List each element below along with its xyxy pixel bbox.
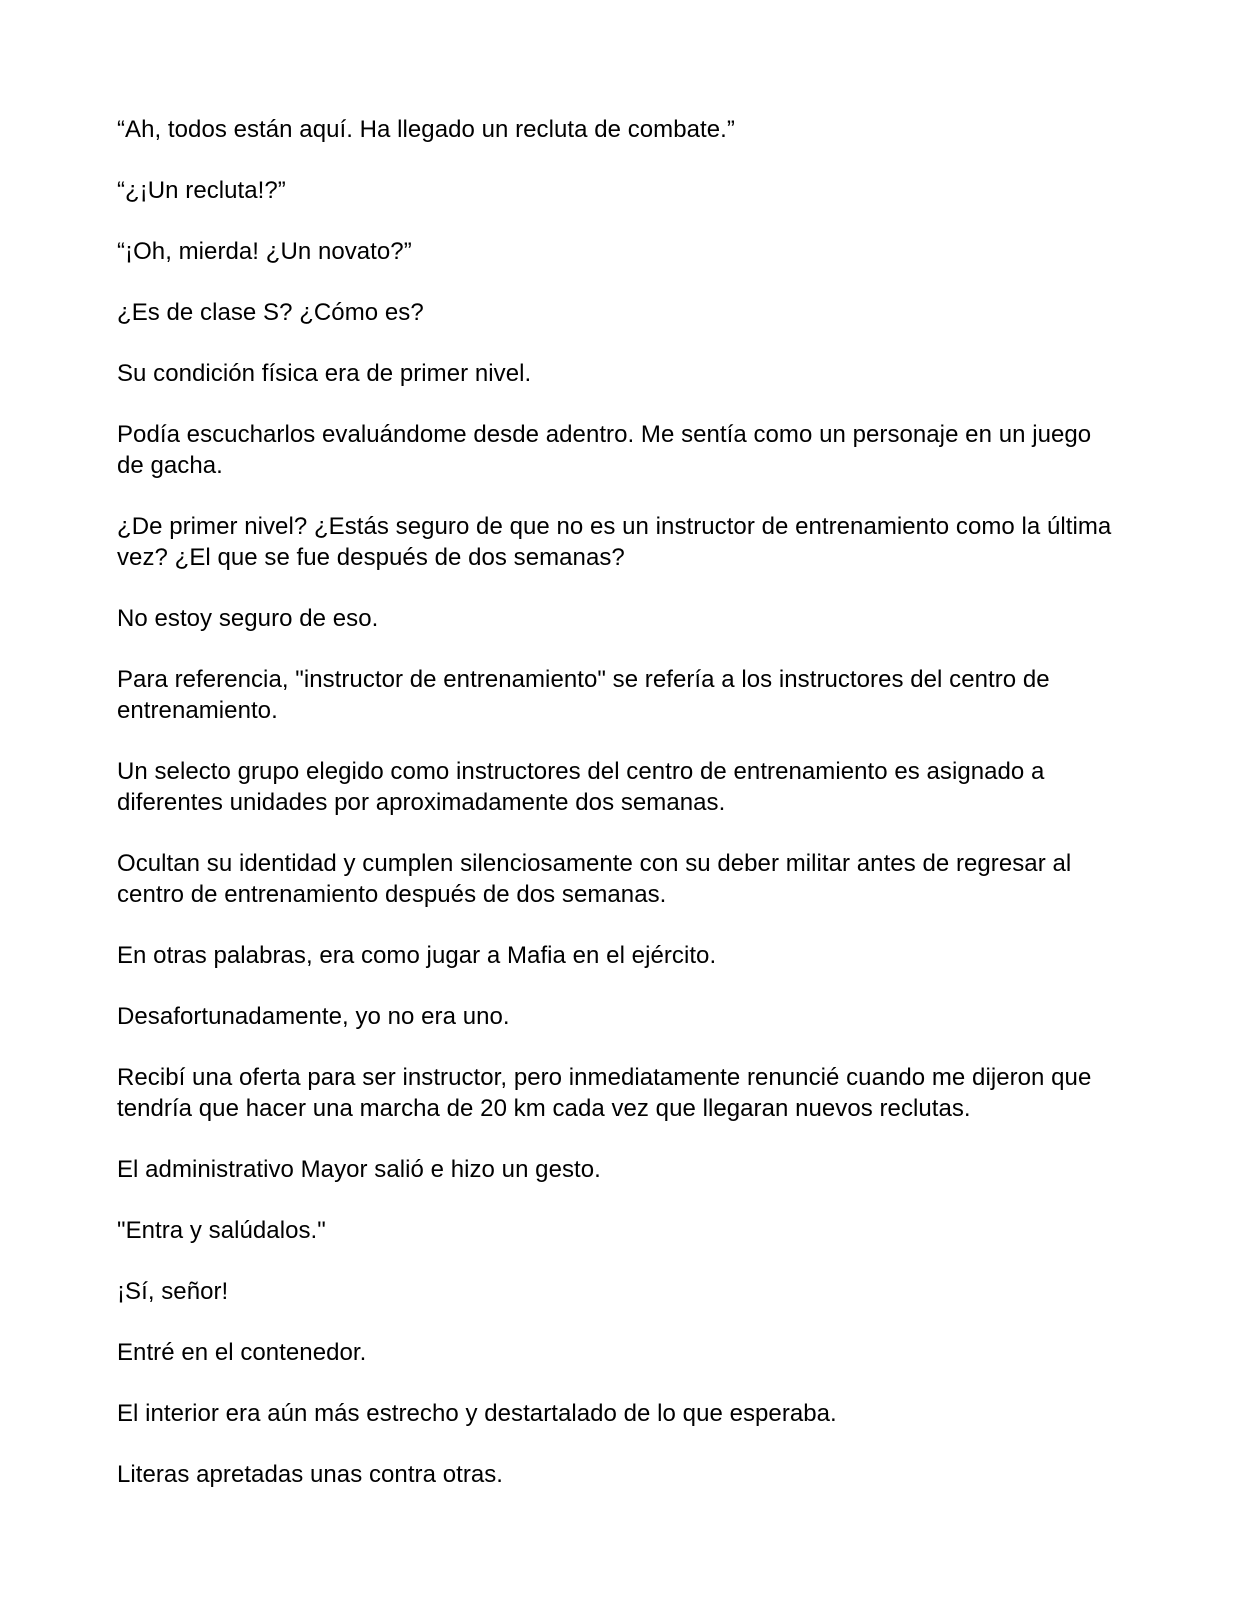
paragraph-14: Recibí una oferta para ser instructor, pero inmediatamente renuncié cuando me dijeron que tendría que hacer una marcha de 20 km cada vez que llegaran nuevos reclutas. xyxy=(117,1064,1092,1122)
paragraph-20: Literas apretadas unas contra otras. xyxy=(117,1461,504,1488)
paragraph-7: ¿De primer nivel? ¿Estás seguro de que no es un instructor de entrenamiento como la última vez? ¿El que se fue después de dos semanas? xyxy=(117,513,1112,571)
paragraph-5: Su condición física era de primer nivel. xyxy=(117,360,532,387)
paragraph-1: “Ah, todos están aquí. Ha llegado un recluta de combate.” xyxy=(117,116,735,143)
document-body xyxy=(117,114,1117,1520)
paragraph-10: Un selecto grupo elegido como instructores del centro de entrenamiento es asignado a diferentes unidades por aproximadamente dos semanas. xyxy=(117,758,1045,816)
paragraph-4: ¿Es de clase S? ¿Cómo es? xyxy=(117,299,424,326)
paragraph-15: El administrativo Mayor salió e hizo un gesto. xyxy=(117,1156,601,1183)
paragraph-2: “¿¡Un recluta!?” xyxy=(117,177,286,204)
paragraph-9: Para referencia, "instructor de entrenamiento" se refería a los instructores del centro de entrenamiento. xyxy=(117,666,1050,724)
paragraph-13: Desafortunadamente, yo no era uno. xyxy=(117,1003,510,1030)
paragraph-18: Entré en el contenedor. xyxy=(117,1339,367,1366)
paragraph-16: "Entra y salúdalos." xyxy=(117,1217,326,1244)
paragraph-17: ¡Sí, señor! xyxy=(117,1278,229,1305)
paragraph-3: “¡Oh, mierda! ¿Un novato?” xyxy=(117,238,412,265)
paragraph-8: No estoy seguro de eso. xyxy=(117,605,379,632)
paragraph-11: Ocultan su identidad y cumplen silenciosamente con su deber militar antes de regresar al centro de entrenamiento después de dos semanas. xyxy=(117,850,1072,908)
paragraph-6: Podía escucharlos evaluándome desde adentro. Me sentía como un personaje en un juego de gacha. xyxy=(117,421,1092,479)
paragraph-19: El interior era aún más estrecho y destartalado de lo que esperaba. xyxy=(117,1400,837,1427)
paragraph-12: En otras palabras, era como jugar a Mafia en el ejército. xyxy=(117,942,717,969)
